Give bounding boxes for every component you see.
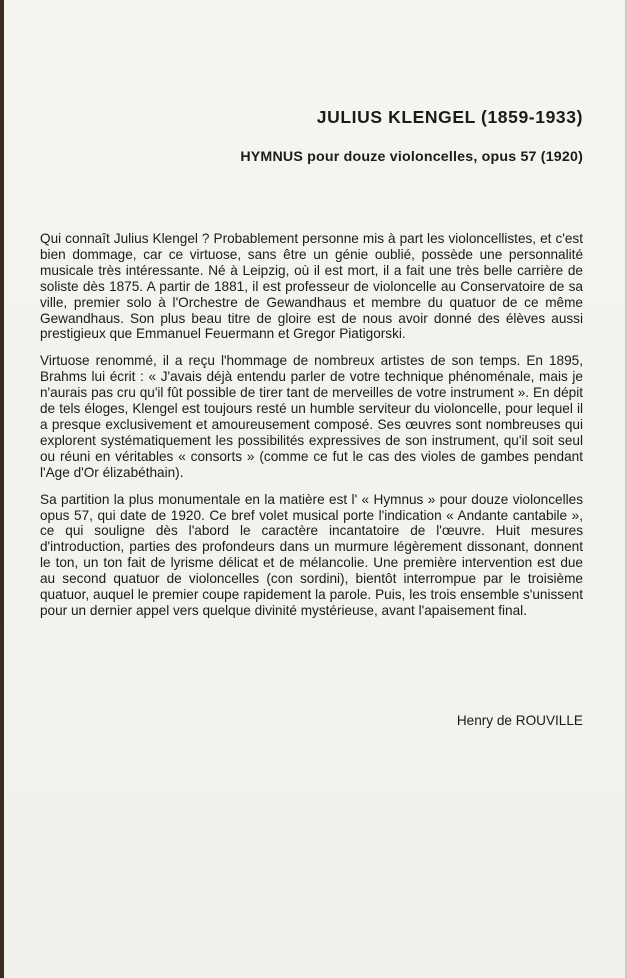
author-signature: Henry de ROUVILLE	[456, 713, 583, 728]
paragraph-3: Sa partition la plus monumentale en la matière est l' « Hymnus » pour douze violoncelles opus 57, qui date de 1920. Ce bref volet musical porte l'indication « Andante cantabile », ce qui souligne dès l'abord le caractère incantatoire de l'œuvre. Huit mesures d'introduction, parties des profondeurs dans un murmure légèrement dissonant, donnent le ton, un ton fait de lyrisme délicat et de mélancolie. Une première intervention est due au second quatuor de violoncelles (con sordini), bientôt interrompue par le troisième quatuor, auquel le premier coupe rapidement la parole. Puis, les trois ensemble s'unissent pour un dernier appel vers quelque divinité mystérieuse, avant l'apaisement final.	[40, 491, 583, 618]
faint-watermark: · · ·	[330, 389, 425, 478]
page-binding-edge	[0, 0, 4, 978]
composer-title: JULIUS KLENGEL (1859-1933)	[316, 107, 583, 127]
work-subtitle: HYMNUS pour douze violoncelles, opus 57 (1920)	[240, 149, 583, 165]
essay-body	[40, 231, 583, 630]
paragraph-1: Qui connaît Julius Klengel ? Probablement personne mis à part les violoncellistes, et c'est bien dommage, car ce virtuose, sans être un génie oublié, possède une personnalité musicale très intéressante. Né à Leipzig, où il est mort, il a fait une très belle carrière de soliste dès 1875. A partir de 1881, il est professeur de violoncelle au Conservatoire de sa ville, premier solo à l'Orchestre de Gewandhaus et membre du quatuor de ce même Gewandhaus. Son plus beau titre de gloire est de nous avoir donné des élèves aussi prestigieux que Emmanuel Feuermann et Gregor Piatigorski.	[40, 231, 583, 342]
paragraph-2: Virtuose renommé, il a reçu l'hommage de nombreux artistes de son temps. En 1895, Brahms lui écrit : « J'avais déjà entendu parler de votre technique phénoménale, mais je n'aurais pas cru qu'il fût possible de tirer tant de merveilles de votre instrument ». En dépit de tels éloges, Klengel est toujours resté un humble serviteur du violoncelle, pour lequel il a presque exclusivement et amoureusement composé. Ses œuvres sont nombreuses qui explorent systématiquement les possibilités expressives de son instrument, qu'il soit seul ou réuni en véritables « consorts » (comme ce fut le cas des violes de gambes pendant l'Age d'Or élizabéthain).	[40, 353, 583, 480]
